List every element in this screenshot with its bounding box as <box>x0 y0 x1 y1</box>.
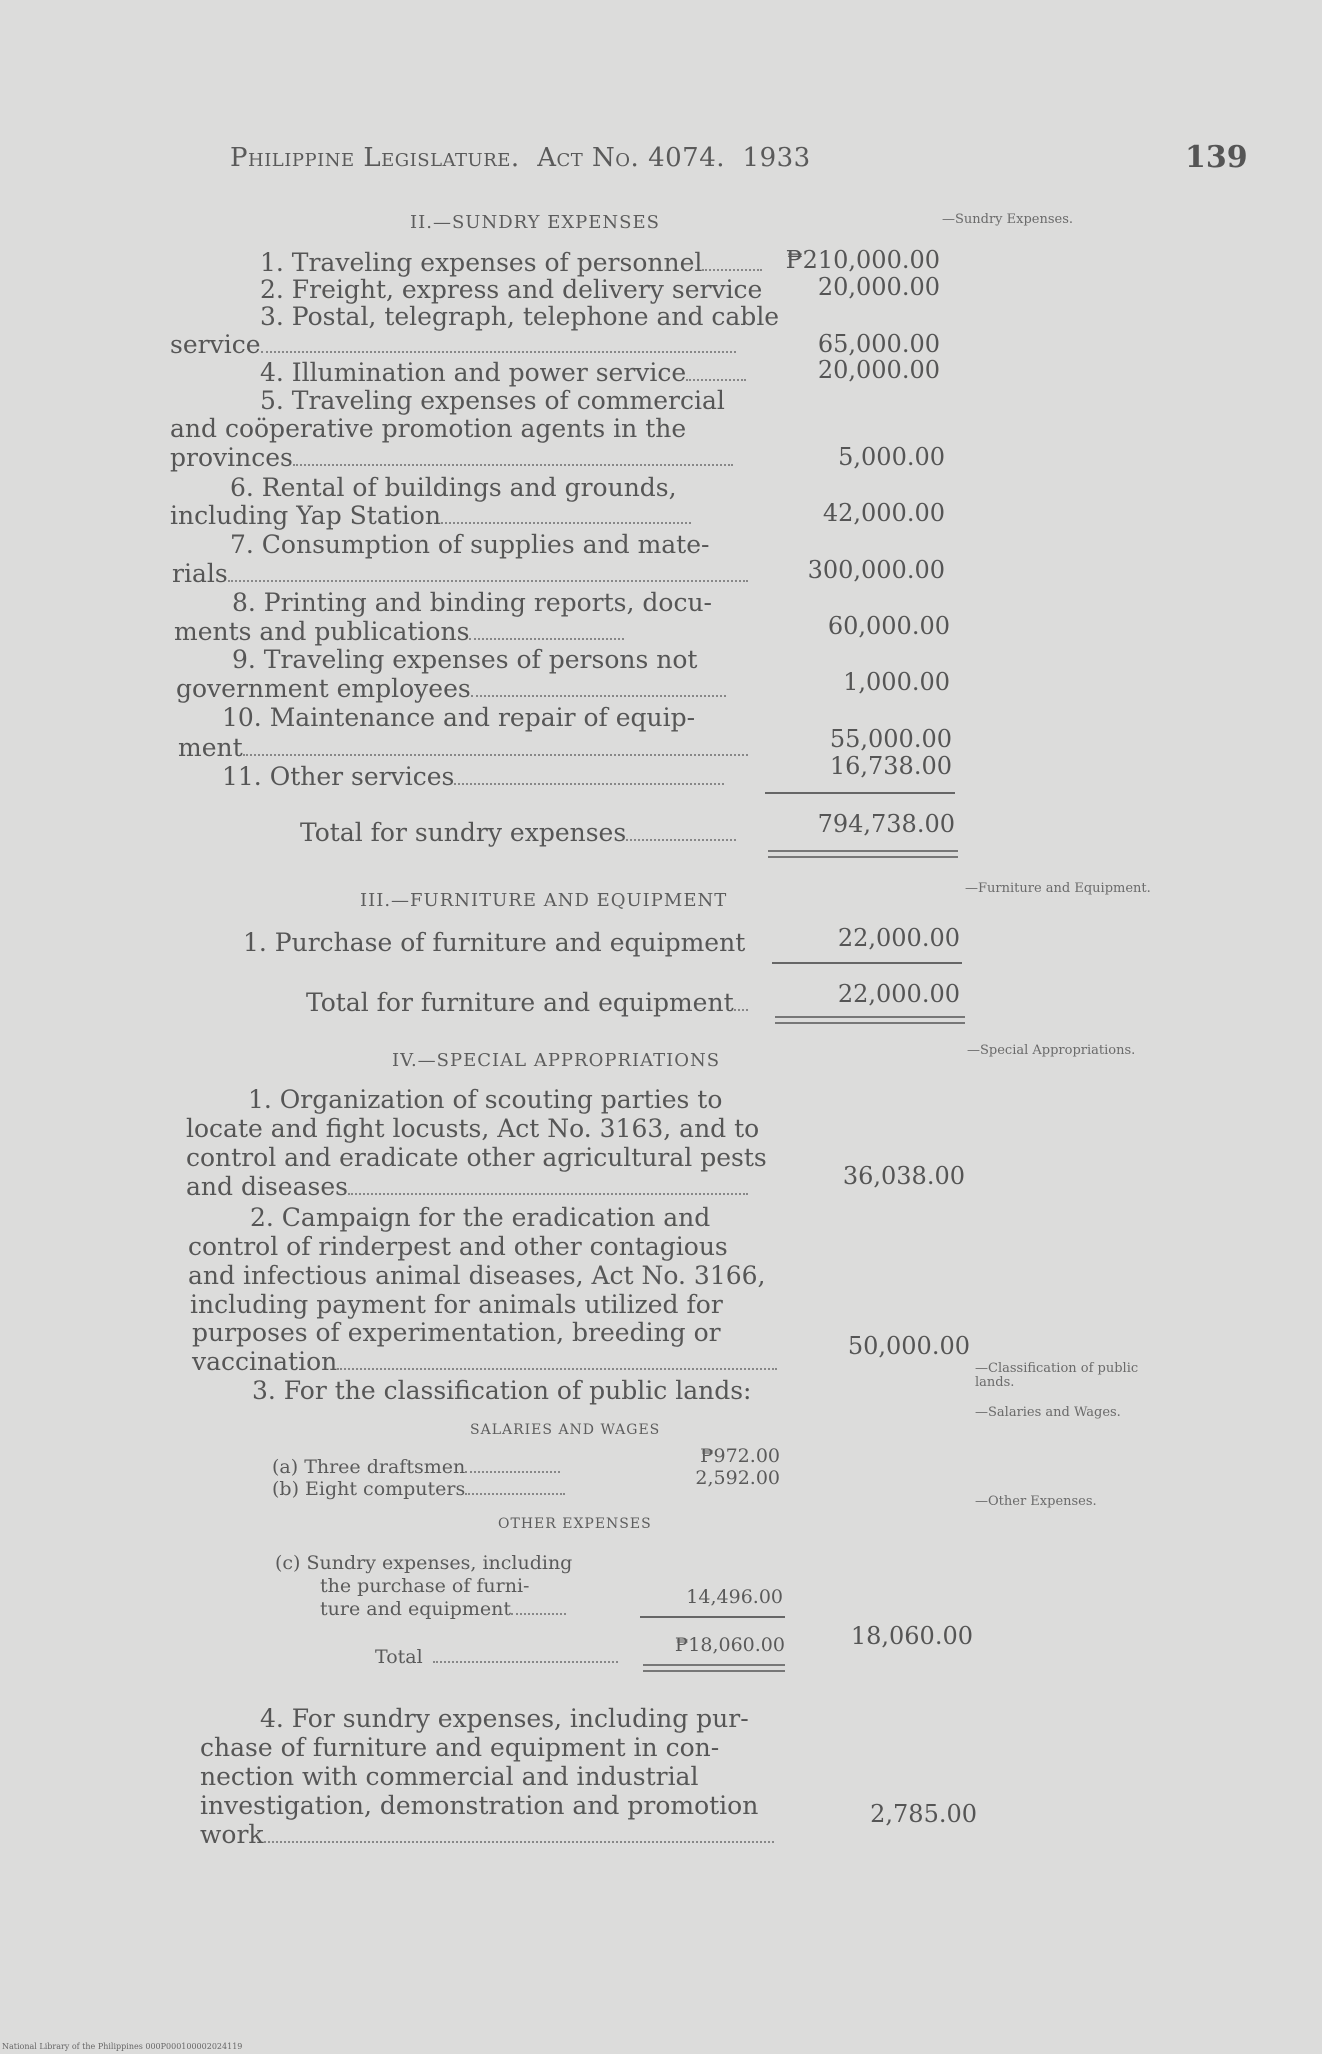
sundry-amount-8: 60,000.00 <box>827 612 950 640</box>
running-header <box>230 143 811 173</box>
furniture-total-label: Total for furniture and equipment <box>306 988 748 1017</box>
legislature-title: Philippine Legislature. <box>230 143 520 173</box>
furniture-item-1: 1. Purchase of furniture and equipment <box>243 928 746 957</box>
special-item-2-l5: purposes of experimentation, breeding or <box>192 1318 721 1347</box>
sundry-amount-2: 20,000.00 <box>817 273 940 301</box>
sundry-amount-4: 20,000.00 <box>817 356 940 384</box>
sundry-item-5-cont: and coöperative promotion agents in the <box>170 414 687 443</box>
sundry-heading: II.—SUNDRY EXPENSES <box>410 212 660 233</box>
margin-salaries: —Salaries and Wages. <box>975 1405 1121 1420</box>
special-amount-2: 50,000.00 <box>847 1332 970 1360</box>
furniture-total-double-rule <box>775 1016 965 1024</box>
sundry-item-11: 11. Other services <box>222 762 724 791</box>
sundry-item-9-cont: government employees <box>176 674 726 703</box>
special-item-2-l1: 2. Campaign for the eradication and <box>250 1203 711 1232</box>
sundry-amount-11: 16,738.00 <box>829 752 952 780</box>
sundry-item-8-cont: ments and publications <box>174 617 624 646</box>
margin-special: —Special Appropriations. <box>967 1043 1136 1058</box>
sundry-subtotal-rule <box>765 792 955 794</box>
salaries-heading: SALARIES AND WAGES <box>470 1422 661 1438</box>
special-item-4-l2: chase of furniture and equipment in con- <box>200 1733 720 1762</box>
sundry-item-10-cont: ment <box>178 733 748 762</box>
special-item-2-l4: including payment for animals utilized for <box>190 1290 723 1319</box>
special-item-1-l4: and diseases <box>186 1172 748 1201</box>
furniture-subtotal-rule <box>772 962 962 964</box>
sundry-total-amount: 794,738.00 <box>817 810 955 838</box>
sundry-total-label: Total for sundry expenses <box>300 818 736 847</box>
sundry-item-3-cont: service <box>170 330 736 359</box>
special-item-4-l1: 4. For sundry expenses, including pur- <box>260 1704 749 1733</box>
special-amount-3: 18,060.00 <box>850 1622 973 1650</box>
furniture-heading: III.—FURNITURE AND EQUIPMENT <box>360 890 728 911</box>
sundry-amount-3: 65,000.00 <box>817 330 940 358</box>
margin-sundry-expenses: —Sundry Expenses. <box>942 212 1074 227</box>
sundry-item-3: 3. Postal, telegraph, telephone and cable <box>260 302 780 331</box>
page-number: 139 <box>1185 140 1248 175</box>
sundry-amount-9: 1,000.00 <box>843 668 950 696</box>
sundry-item-4: 4. Illumination and power service <box>260 358 746 387</box>
special-item-4-l5: work <box>200 1820 774 1849</box>
special-item-1-l1: 1. Organization of scouting parties to <box>248 1085 723 1114</box>
margin-other-expenses: —Other Expenses. <box>975 1494 1097 1509</box>
draftsmen-line: (a) Three draftsmen <box>272 1456 560 1478</box>
sundry-c-l1: (c) Sundry expenses, including <box>275 1552 573 1574</box>
sundry-item-6: 6. Rental of buildings and grounds, <box>230 473 677 502</box>
sundry-amount-7: 300,000.00 <box>807 556 945 584</box>
computers-line: (b) Eight computers <box>272 1478 565 1500</box>
sundry-item-7: 7. Consumption of supplies and mate- <box>230 530 710 559</box>
special-item-1-l3: control and eradicate other agricultural pests <box>186 1143 767 1172</box>
inner-subtotal-rule <box>640 1616 785 1618</box>
special-item-2-l2: control of rinderpest and other contagious <box>188 1232 728 1261</box>
sundry-item-9: 9. Traveling expenses of persons not <box>232 645 698 674</box>
scan-footer: National Library of the Philippines 000P000100002024119 <box>2 2042 243 2051</box>
draftsmen-amount: ₱972.00 <box>700 1445 780 1467</box>
act-number: Act No. 4074. <box>537 143 726 173</box>
special-item-3: 3. For the classification of public lands: <box>252 1376 752 1405</box>
special-item-4-l4: investigation, demonstration and promotion <box>200 1791 759 1820</box>
sundry-amount-10: 55,000.00 <box>829 725 952 753</box>
special-item-1-l2: locate and fight locusts, Act No. 3163, and to <box>186 1114 760 1143</box>
sundry-item-5-cont2: provinces <box>170 443 733 472</box>
sundry-c-l3: ture and equipment <box>320 1598 566 1620</box>
special-amount-4: 2,785.00 <box>870 1800 977 1828</box>
sundry-item-7-cont: rials <box>172 559 748 588</box>
sundry-item-2: 2. Freight, express and delivery service <box>260 275 763 304</box>
sundry-total-double-rule <box>768 850 958 858</box>
special-amount-1: 36,038.00 <box>842 1162 965 1190</box>
sundry-item-5: 5. Traveling expenses of commercial <box>260 386 725 415</box>
sundry-c-amount: 14,496.00 <box>686 1586 783 1608</box>
furniture-total-amount: 22,000.00 <box>837 980 960 1008</box>
special-item-4-l3: nection with commercial and industrial <box>200 1762 699 1791</box>
computers-amount: 2,592.00 <box>695 1467 780 1489</box>
sundry-item-6-cont: including Yap Station <box>170 501 691 530</box>
furniture-amount-1: 22,000.00 <box>837 924 960 952</box>
inner-total-amount: ₱18,060.00 <box>674 1634 785 1656</box>
sundry-amount-6: 42,000.00 <box>822 499 945 527</box>
sundry-amount-5: 5,000.00 <box>838 443 945 471</box>
sundry-item-10: 10. Maintenance and repair of equip- <box>222 703 696 732</box>
sundry-c-l2: the purchase of furni- <box>320 1575 530 1597</box>
sundry-amount-1: ₱210,000.00 <box>785 246 940 274</box>
year: 1933 <box>742 143 811 173</box>
special-heading: IV.—SPECIAL APPROPRIATIONS <box>392 1050 721 1071</box>
inner-total-label: Total <box>375 1646 618 1668</box>
special-item-2-l3: and infectious animal diseases, Act No. 3166, <box>188 1261 766 1290</box>
other-expenses-heading: OTHER EXPENSES <box>498 1516 652 1532</box>
sundry-item-8: 8. Printing and binding reports, docu- <box>232 588 712 617</box>
special-item-2-l6: vaccination <box>192 1347 777 1376</box>
inner-total-double-rule <box>643 1664 785 1672</box>
sundry-item-1: 1. Traveling expenses of personnel <box>260 248 762 277</box>
margin-furniture: —Furniture and Equipment. <box>965 881 1151 896</box>
margin-classification: —Classification of public lands. <box>975 1361 1139 1390</box>
